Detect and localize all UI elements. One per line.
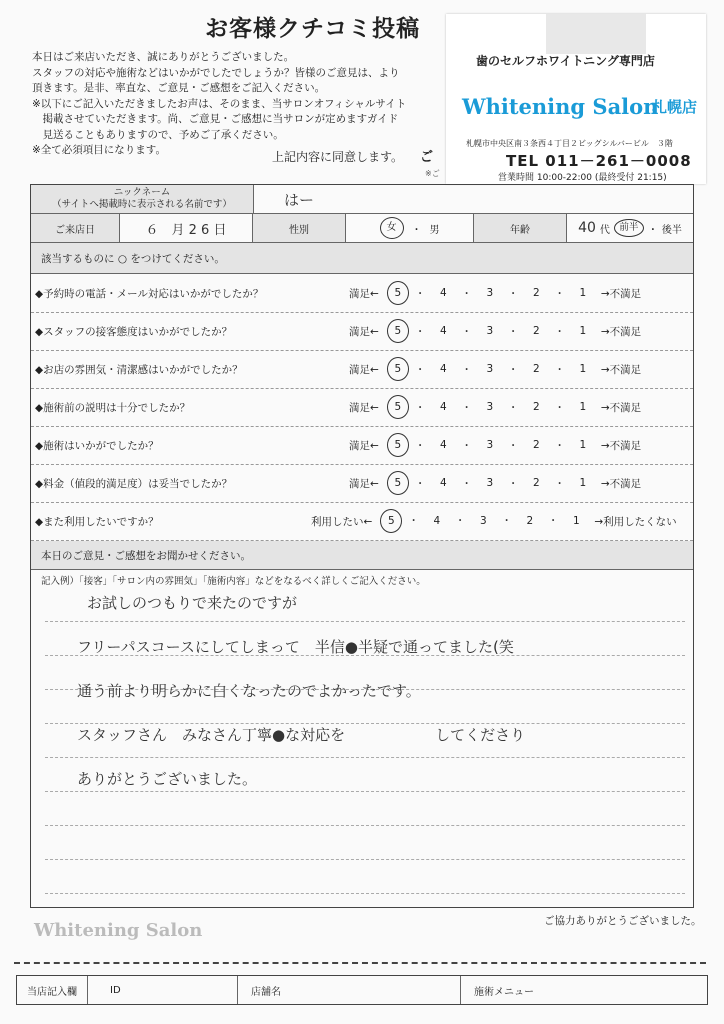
- comment-heading: 本日のご意見・ご感想をお聞かせください。: [41, 550, 251, 562]
- handwritten-comment-line: 通う前より明らかに白くなったのでよかったです。: [77, 682, 421, 700]
- tape: [546, 14, 646, 54]
- store-section-label: 当店記入欄: [17, 976, 88, 1004]
- question-row: [31, 388, 693, 427]
- rating-option[interactable]: [379, 471, 415, 495]
- rating-value[interactable]: 4: [439, 439, 447, 451]
- rating-option[interactable]: [472, 287, 508, 299]
- rating-option[interactable]: [518, 477, 554, 489]
- rating-scale[interactable]: 満足← 5 ・ 4 ・ 3 ・ 2 ・ 1 →不満足: [349, 312, 641, 350]
- rating-value[interactable]: 4: [439, 477, 447, 489]
- store-use-box: [16, 975, 708, 1005]
- repeat-row: [31, 502, 693, 541]
- rating-option[interactable]: [472, 477, 508, 489]
- handwritten-comment-line: フリーパスコースにしてしまって 半信●半疑で通ってました(笑: [77, 638, 514, 656]
- rating-option[interactable]: [425, 439, 461, 451]
- footer-logo: Whitening Salon: [34, 920, 203, 941]
- agreement-label: 上記内容に同意します。: [272, 150, 404, 164]
- repeat-value[interactable]: 1: [572, 515, 580, 527]
- instruction-text: 該当するものに ○ をつけてください。: [41, 253, 225, 265]
- intro-line: 本日はご来店いただき、誠にありがとうございました。: [32, 51, 295, 63]
- rating-value[interactable]: 2: [532, 401, 540, 413]
- rating-option[interactable]: [425, 287, 461, 299]
- comment-rule: [45, 791, 685, 792]
- intro-line: スタッフの対応や施術などはいかがでしたでしょうか？皆様のご意見は、より: [32, 66, 400, 79]
- rating-scale[interactable]: 満足← 5 ・ 4 ・ 3 ・ 2 ・ 1 →不満足: [349, 464, 641, 502]
- repeat-option[interactable]: [465, 515, 501, 527]
- cut-line: [14, 962, 706, 964]
- rating-option[interactable]: [518, 325, 554, 337]
- rating-option[interactable]: [518, 401, 554, 413]
- gender-female[interactable]: 女: [380, 217, 404, 239]
- repeat-option[interactable]: [512, 515, 548, 527]
- repeat-question: ◆また利用したいですか？: [35, 515, 159, 528]
- rating-value[interactable]: 3: [486, 477, 494, 489]
- comment-example: 記入例）「接客」「サロン内の雰囲気」「施術内容」などをなるべく詳しくご記入ください。: [41, 576, 426, 587]
- rating-value[interactable]: 4: [439, 325, 447, 337]
- age-options[interactable]: [567, 214, 693, 242]
- scale-left: 満足←: [349, 477, 379, 490]
- intro-text: [32, 50, 472, 159]
- rating-value[interactable]: 4: [439, 363, 447, 375]
- rating-value[interactable]: 3: [486, 363, 494, 375]
- rating-value[interactable]: 4: [439, 401, 447, 413]
- comment-rule: [45, 621, 685, 622]
- intro-line: 掲載させていただきます。尚、ご意見・ご感想に当サロンが定めますガイド: [32, 113, 399, 125]
- rating-value[interactable]: 3: [486, 439, 494, 451]
- rating-option[interactable]: [425, 325, 461, 337]
- repeat-value[interactable]: 3: [479, 515, 487, 527]
- rating-option[interactable]: [518, 287, 554, 299]
- rating-value[interactable]: 4: [439, 287, 447, 299]
- handwritten-comment-line: スタッフさん みなさん丁寧●な対応を してくださり: [77, 726, 526, 744]
- selected-rating[interactable]: 5: [387, 471, 409, 495]
- visit-value[interactable]: ６ 月 2 6 日: [120, 214, 253, 242]
- repeat-right: →利用したくない: [594, 515, 677, 528]
- repeat-value[interactable]: 4: [433, 515, 441, 527]
- salon-stamp: [446, 14, 706, 184]
- gender-label: 性別: [253, 214, 346, 242]
- rating-value[interactable]: 1: [579, 439, 587, 451]
- rating-option[interactable]: [518, 363, 554, 375]
- scale-right: →不満足: [600, 477, 642, 490]
- age-separator: ・: [647, 224, 658, 236]
- rating-value[interactable]: 1: [579, 287, 587, 299]
- scale-right: →不満足: [600, 363, 642, 376]
- age-first-half[interactable]: 前半: [614, 219, 644, 237]
- age-value[interactable]: 40: [578, 220, 596, 236]
- instruction-row: [31, 243, 693, 274]
- rating-option[interactable]: [379, 395, 415, 419]
- agreement-note: ※ご: [425, 169, 440, 178]
- stamp-tel: TEL 011－261－0008: [506, 152, 692, 170]
- rating-option[interactable]: [565, 363, 601, 375]
- visit-label: ご来店日: [31, 214, 120, 242]
- store-menu-label: 施術メニュー: [474, 986, 534, 998]
- intro-line: ※以下にご記入いただきましたお声は、そのまま、当サロンオフィシャルサイト: [32, 97, 407, 110]
- intro-line: 見送ることもありますので、予めご了承ください。: [32, 128, 284, 141]
- question-row: [31, 350, 693, 389]
- rating-scale[interactable]: 満足← 5 ・ 4 ・ 3 ・ 2 ・ 1 →不満足: [349, 388, 641, 426]
- question-text: ◆お店の雰囲気・清潔感はいかがでしたか？: [35, 363, 243, 376]
- comment-rule: [45, 859, 685, 860]
- rating-value[interactable]: 1: [579, 401, 587, 413]
- rating-option[interactable]: [425, 477, 461, 489]
- question-text: ◆スタッフの接客態度はいかがでしたか？: [35, 325, 233, 338]
- question-text: ◆施術はいかがでしたか？: [35, 439, 159, 452]
- comment-heading-row: [31, 541, 693, 570]
- rating-value[interactable]: 2: [532, 439, 540, 451]
- scale-left: 満足←: [349, 439, 379, 452]
- rating-scale[interactable]: 満足← 5 ・ 4 ・ 3 ・ 2 ・ 1 →不満足: [349, 274, 641, 312]
- age-second-half[interactable]: 後半: [661, 224, 682, 236]
- question-row: [31, 274, 693, 313]
- agreement-signature[interactable]: ご: [420, 150, 434, 165]
- stamp-city: 札幌店: [652, 98, 698, 116]
- comment-rule: [45, 825, 685, 826]
- rating-option[interactable]: [472, 325, 508, 337]
- footer-thanks: ご協力ありがとうございました。: [544, 915, 702, 927]
- repeat-option[interactable]: [419, 515, 455, 527]
- scale-right: →不満足: [600, 439, 642, 452]
- rating-scale[interactable]: 満足← 5 ・ 4 ・ 3 ・ 2 ・ 1 →不満足: [349, 350, 641, 388]
- rating-value[interactable]: 1: [579, 363, 587, 375]
- rating-option[interactable]: [379, 319, 415, 343]
- nickname-value[interactable]: はー: [284, 190, 315, 209]
- rating-value[interactable]: 2: [532, 363, 540, 375]
- store-id-label: ID: [88, 976, 238, 1004]
- store-name-label: 店舗名: [239, 976, 461, 1004]
- rating-value[interactable]: 1: [579, 477, 587, 489]
- survey-form: [30, 184, 694, 908]
- rating-option[interactable]: [425, 401, 461, 413]
- stamp-tagline: 歯のセルフホワイトニング専門店: [476, 54, 655, 68]
- intro-line: ※全て必須項目になります。: [32, 144, 166, 156]
- selected-rating[interactable]: 5: [387, 433, 409, 457]
- repeat-left: 利用したい←: [311, 515, 373, 528]
- selected-rating[interactable]: 5: [387, 319, 409, 343]
- handwritten-comment-line: ありがとうございました。: [77, 770, 258, 788]
- stamp-hours: 営業時間 10:00-22:00 (最終受付 21:15): [498, 173, 667, 183]
- rating-option[interactable]: [565, 477, 601, 489]
- rating-option[interactable]: [565, 325, 601, 337]
- repeat-option[interactable]: [372, 509, 408, 533]
- rating-value[interactable]: 3: [486, 287, 494, 299]
- rating-option[interactable]: [472, 363, 508, 375]
- nickname-label: ニックネーム （サイトへ掲載時に表示される名前です）: [31, 185, 254, 213]
- selected-rating[interactable]: 5: [387, 357, 409, 381]
- salon-logo: Whitening Salon: [462, 94, 659, 119]
- repeat-scale[interactable]: 利用したい← 5 ・ 4 ・ 3 ・ 2 ・ 1 →利用したくない: [311, 502, 677, 540]
- age-label: 年齢: [474, 214, 567, 242]
- rating-scale[interactable]: 満足← 5 ・ 4 ・ 3 ・ 2 ・ 1 →不満足: [349, 426, 641, 464]
- rating-value[interactable]: 3: [486, 401, 494, 413]
- rating-value[interactable]: 3: [486, 325, 494, 337]
- rating-option[interactable]: [472, 439, 508, 451]
- gender-separator: ・: [411, 224, 422, 236]
- scale-left: 満足←: [349, 363, 379, 376]
- scale-left: 満足←: [349, 287, 379, 300]
- rating-option[interactable]: [518, 439, 554, 451]
- rating-option[interactable]: [565, 439, 601, 451]
- info-row: [31, 214, 693, 243]
- question-text: ◆料金（値段的満足度）は妥当でしたか？: [35, 477, 233, 490]
- repeat-value[interactable]: 2: [526, 515, 534, 527]
- gender-male[interactable]: 男: [429, 224, 440, 236]
- selected-repeat[interactable]: 5: [380, 509, 402, 533]
- scale-right: →不満足: [600, 401, 642, 414]
- question-row: [31, 312, 693, 351]
- rating-option[interactable]: [425, 363, 461, 375]
- question-row: [31, 464, 693, 503]
- rating-value[interactable]: 1: [579, 325, 587, 337]
- rating-option[interactable]: [565, 287, 601, 299]
- question-text: ◆施術前の説明は十分でしたか？: [35, 401, 191, 414]
- selected-rating[interactable]: 5: [387, 395, 409, 419]
- handwritten-comment-line: お試しのつもりで来たのですが: [87, 594, 298, 612]
- age-unit: 代: [599, 224, 610, 236]
- rating-option[interactable]: [565, 401, 601, 413]
- rating-option[interactable]: [379, 357, 415, 381]
- rating-value[interactable]: 2: [532, 477, 540, 489]
- rating-value[interactable]: 2: [532, 287, 540, 299]
- comment-rule: [45, 757, 685, 758]
- nickname-row: [31, 185, 693, 214]
- rating-value[interactable]: 2: [532, 325, 540, 337]
- repeat-option[interactable]: [558, 515, 594, 527]
- scale-left: 満足←: [349, 401, 379, 414]
- question-row: [31, 426, 693, 465]
- scale-right: →不満足: [600, 287, 642, 300]
- comment-rule: [45, 893, 685, 894]
- scale-left: 満足←: [349, 325, 379, 338]
- form-title: お客様クチコミ投稿: [205, 16, 421, 42]
- rating-option[interactable]: [379, 433, 415, 457]
- rating-option[interactable]: [472, 401, 508, 413]
- intro-line: 頂きます。是非、率直な、ご意見・ご感想をご記入ください。: [32, 82, 326, 94]
- selected-rating[interactable]: 5: [387, 281, 409, 305]
- stamp-address: 札幌市中央区南３条西４丁目２ビッグシルバービル ３階: [466, 139, 673, 148]
- rating-option[interactable]: [379, 281, 415, 305]
- gender-options[interactable]: [346, 214, 474, 242]
- scale-right: →不満足: [600, 325, 642, 338]
- question-text: ◆予約時の電話・メール対応はいかがでしたか？: [35, 287, 264, 300]
